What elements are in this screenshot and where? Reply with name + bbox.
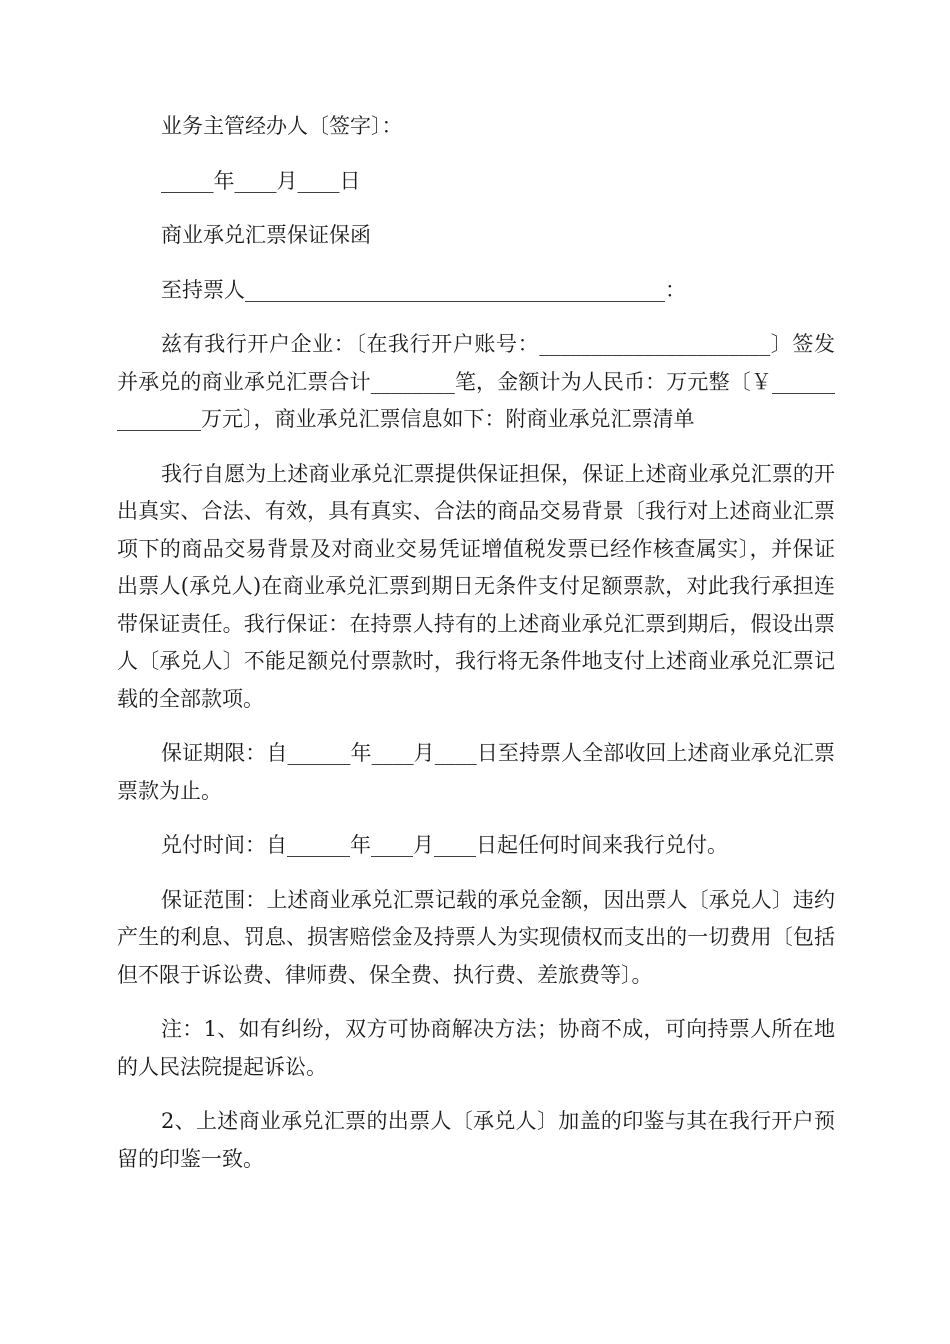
guarantee-period-paragraph: 保证期限：自______年____月____日至持票人全部收回上述商业承兑汇票票款为止。	[117, 741, 835, 803]
note-2-paragraph: 2、上述商业承兑汇票的出票人〔承兑人〕加盖的印鉴与其在我行开户预留的印鉴一致。	[117, 1109, 835, 1171]
document-title: 商业承兑汇票保证保函	[161, 223, 371, 247]
issuance-paragraph: 兹有我行开户企业：〔在我行开户账号：______________________〕签发并承兑的商业承兑汇票合计________笔，金额计为人民币：万元整〔￥______________万元〕，商业承兑汇票信息如下：附商业承兑汇票清单	[117, 332, 835, 431]
document-page	[117, 108, 835, 1178]
guarantee-scope-paragraph: 保证范围：上述商业承兑汇票记载的承兑金额，因出票人〔承兑人〕违约产生的利息、罚息、损害赔偿金及持票人为实现债权而支出的一切费用〔包括但不限于诉讼费、律师费、保全费、执行费、差旅费等〕。	[117, 887, 835, 987]
addressee-line: 至持票人________________________________________：	[161, 277, 686, 302]
payment-time-paragraph: 兑付时间：自______年____月____日起任何时间来我行兑付。	[161, 833, 728, 857]
note-1-paragraph: 注：1、如有纠纷，双方可协商解决方法；协商不成，可向持票人所在地的人民法院提起诉讼。	[117, 1017, 835, 1079]
guarantee-paragraph: 我行自愿为上述商业承兑汇票提供保证担保，保证上述商业承兑汇票的开出真实、合法、有效，具有真实、合法的商品交易背景〔我行对上述商业汇票项下的商品交易背景及对商业交易凭证增值税发票已经作核查属实〕，并保证出票人(承兑人)在商业承兑汇票到期日无条件支付足额票款，对此我行承担连带保证责任。我行保证：在持票人持有的上述商业承兑汇票到期后，假设出票人〔承兑人〕不能足额兑付票款时，我行将无条件地支付上述商业承兑汇票记载的全部款项。	[117, 461, 835, 711]
signature-line: 业务主管经办人〔签字〕：	[161, 114, 403, 138]
date-line: _____年____月____日	[161, 168, 361, 193]
